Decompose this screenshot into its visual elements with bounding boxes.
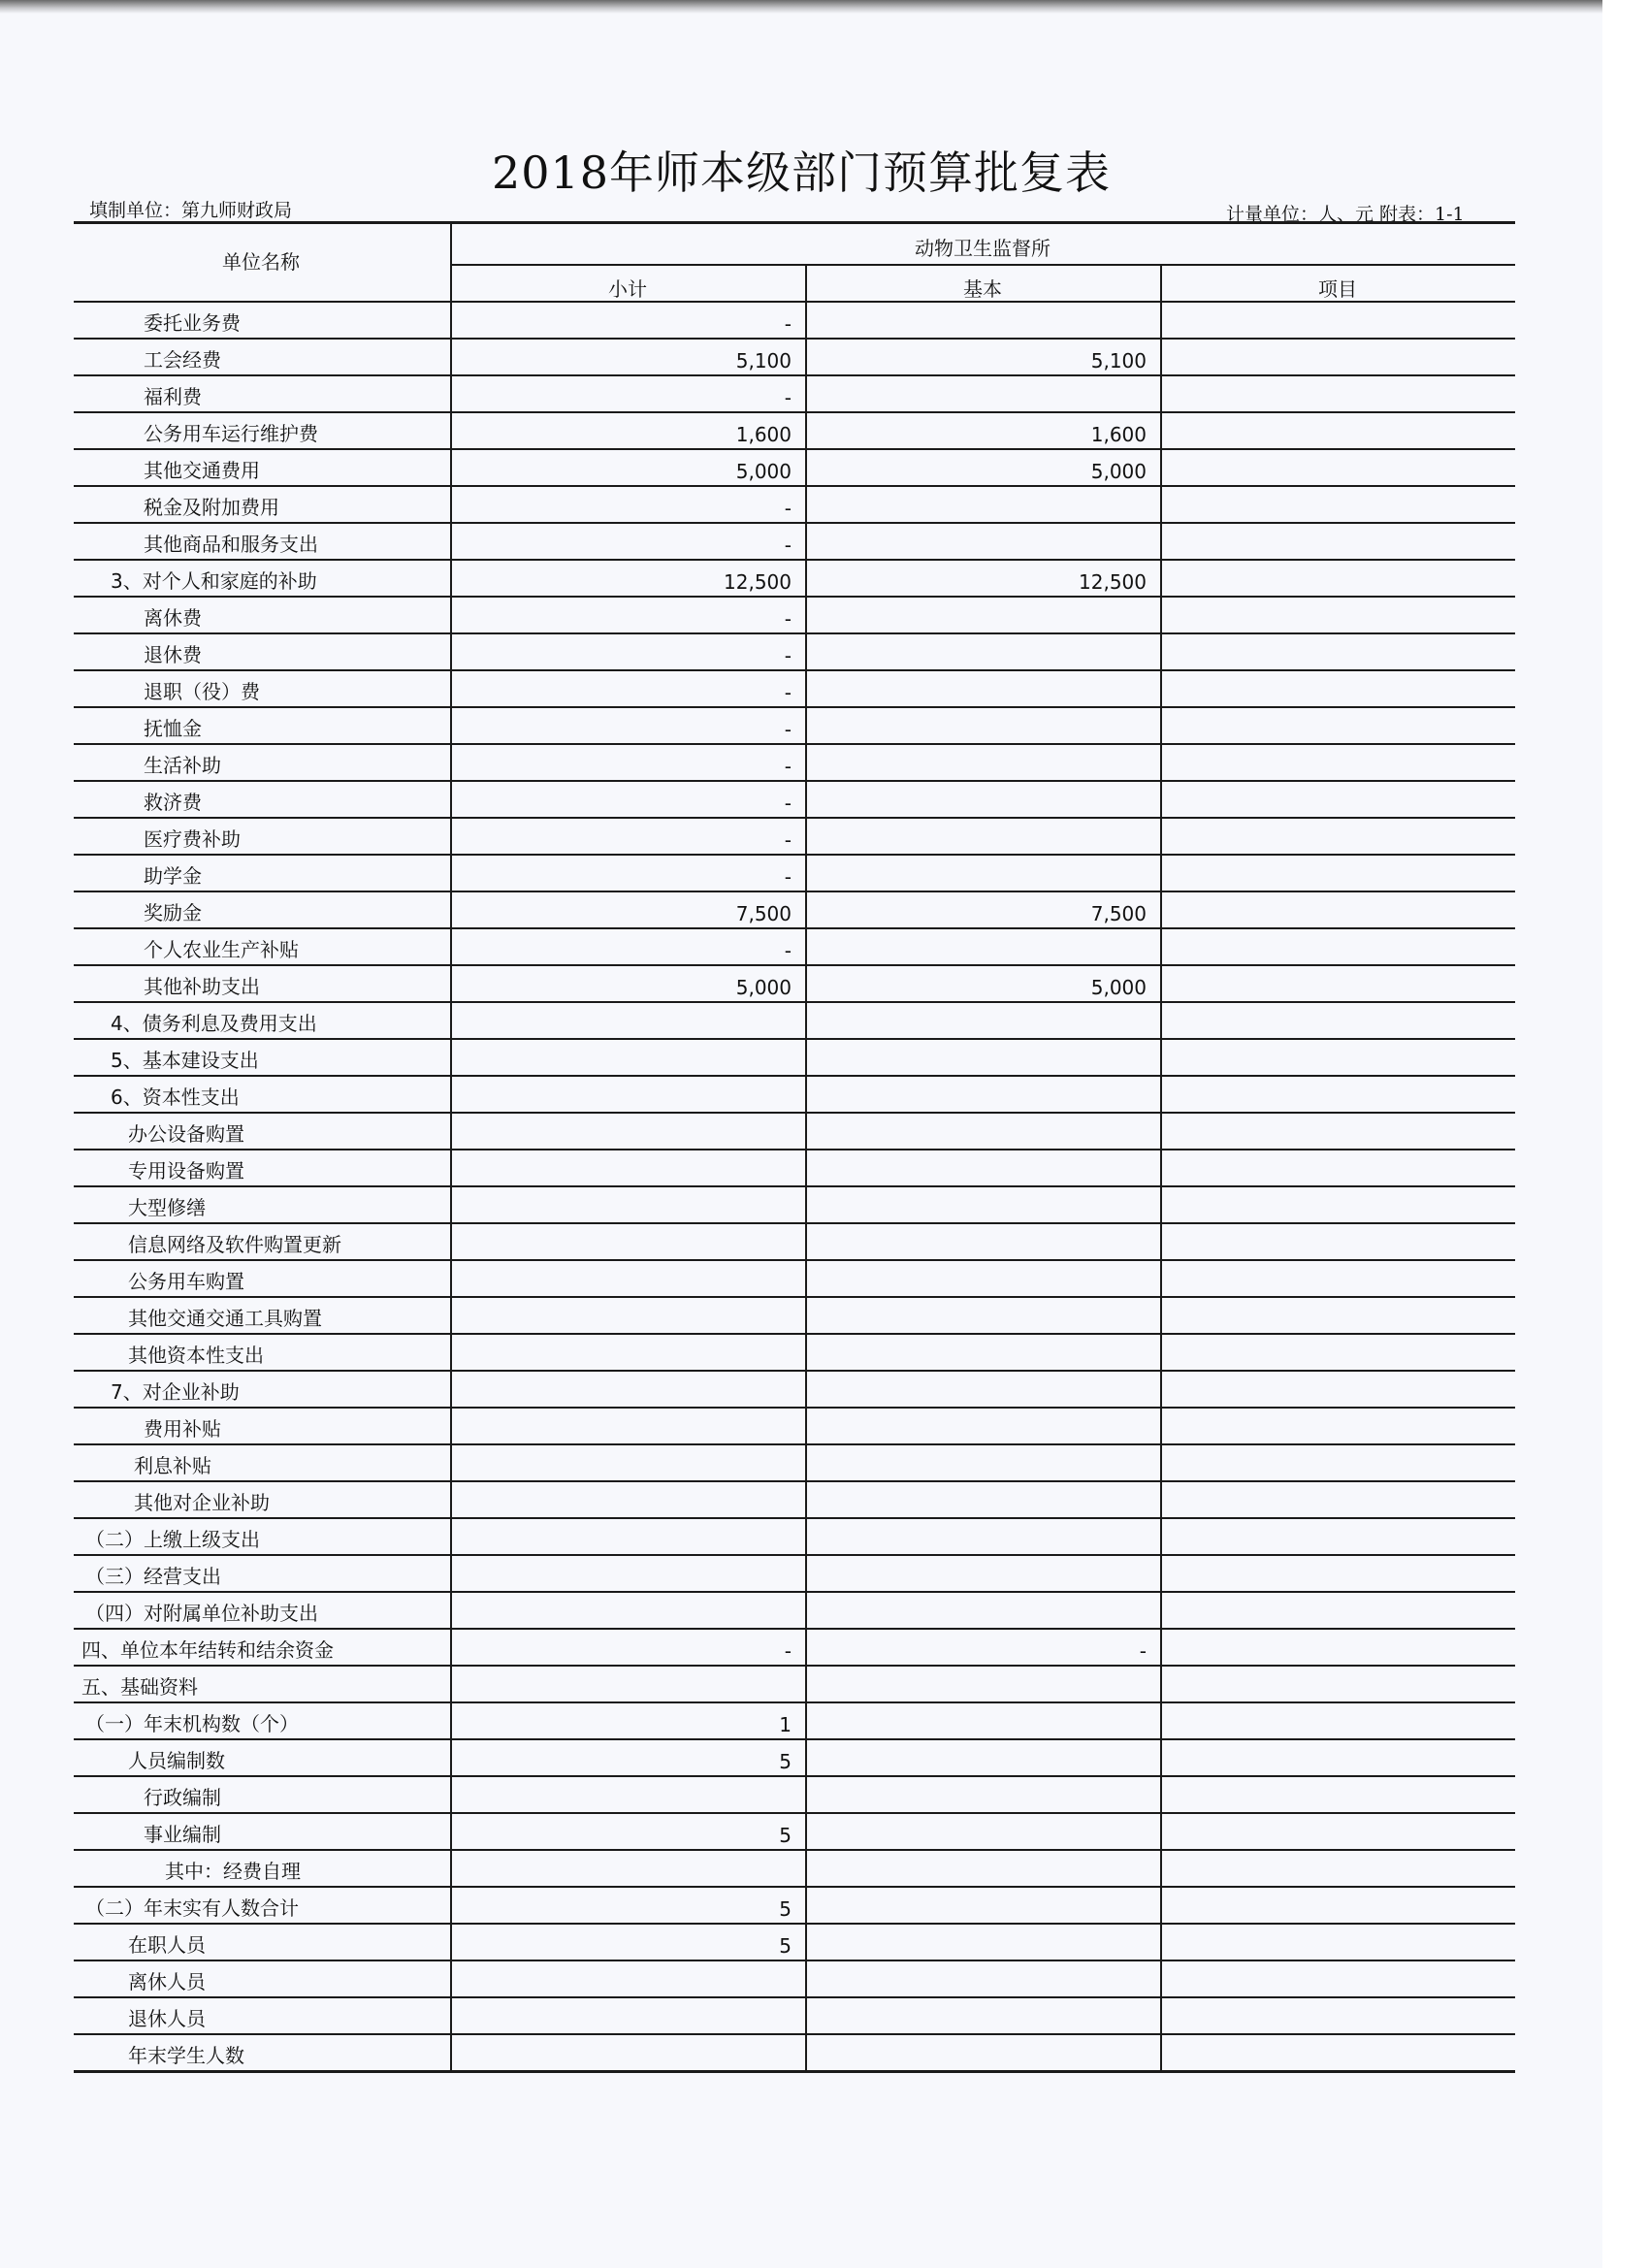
row-divider: [74, 1259, 1515, 1261]
cell-subtotal: 5,000: [735, 460, 792, 483]
cell-subtotal: -: [784, 792, 792, 815]
scan-shadow: [0, 0, 1602, 14]
row-divider: [74, 1443, 1515, 1445]
row-label: 退休费: [144, 643, 202, 666]
row-divider: [74, 1996, 1515, 1998]
row-label: 大型修缮: [128, 1196, 206, 1219]
cell-subtotal: -: [784, 828, 792, 852]
cell-subtotal: -: [784, 607, 792, 631]
row-label: 6、资本性支出: [111, 1085, 240, 1109]
row-divider: [74, 338, 1515, 340]
cell-subtotal: 12,500: [724, 570, 792, 594]
cell-basic: 5,000: [1090, 976, 1147, 999]
row-label: 办公设备购置: [128, 1122, 244, 1146]
row-label: 人员编制数: [128, 1749, 225, 1772]
row-divider: [74, 706, 1515, 708]
page-edge: [1602, 0, 1649, 2268]
column-divider: [1160, 264, 1162, 2070]
row-label: 委托业务费: [144, 311, 241, 335]
row-label: 离休费: [144, 606, 202, 630]
row-label: 公务用车购置: [128, 1270, 244, 1293]
cell-subtotal: -: [784, 1639, 792, 1663]
cell-basic: 12,500: [1079, 570, 1147, 594]
fill-unit-label: 填制单位：第九师财政局: [89, 200, 293, 221]
row-divider: [74, 1038, 1515, 1040]
row-divider: [74, 1812, 1515, 1814]
row-divider: [74, 1370, 1515, 1372]
row-divider: [74, 1112, 1515, 1114]
row-label: 3、对个人和家庭的补助: [111, 569, 317, 593]
row-divider: [74, 1554, 1515, 1556]
row-divider: [74, 1628, 1515, 1630]
row-divider: [74, 411, 1515, 413]
row-divider: [74, 817, 1515, 819]
cell-subtotal: -: [784, 681, 792, 704]
row-label: （四）对附属单位补助支出: [85, 1602, 318, 1625]
row-label: 救济费: [144, 791, 202, 814]
row-divider: [74, 780, 1515, 782]
row-divider: [74, 1849, 1515, 1851]
header-basic: 基本: [963, 277, 1002, 301]
row-divider: [74, 1886, 1515, 1888]
row-label: 年末学生人数: [128, 2044, 244, 2067]
row-label: 信息网络及软件购置更新: [128, 1233, 341, 1256]
row-divider: [74, 1665, 1515, 1667]
row-label: 助学金: [144, 864, 202, 888]
row-label: 其他对企业补助: [134, 1491, 270, 1514]
cell-subtotal: 1: [779, 1713, 792, 1736]
row-label: （一）年末机构数（个）: [85, 1712, 299, 1735]
cell-subtotal: 5: [779, 1934, 792, 1958]
row-label: 五、基础资料: [81, 1675, 198, 1699]
row-divider: [74, 522, 1515, 524]
row-label: 在职人员: [128, 1933, 206, 1957]
row-divider: [74, 669, 1515, 671]
row-label: 利息补贴: [134, 1454, 211, 1477]
row-divider: [74, 1296, 1515, 1298]
row-label: 税金及附加费用: [144, 496, 279, 519]
row-divider: [74, 374, 1515, 376]
row-divider: [74, 743, 1515, 745]
row-label: 退职（役）费: [144, 680, 260, 703]
row-divider: [74, 964, 1515, 966]
row-divider: [74, 1738, 1515, 1740]
row-divider: [74, 854, 1515, 856]
row-divider: [74, 1591, 1515, 1593]
cell-subtotal: -: [784, 312, 792, 336]
row-label: 其他商品和服务支出: [144, 533, 318, 556]
row-divider: [74, 632, 1515, 634]
row-label: 奖励金: [144, 901, 202, 924]
row-label: （二）年末实有人数合计: [85, 1896, 299, 1920]
table-top-border: [74, 221, 1515, 224]
row-label: 5、基本建设支出: [111, 1049, 259, 1072]
row-label: 7、对企业补助: [111, 1380, 240, 1404]
cell-subtotal: 5,100: [735, 349, 792, 373]
row-label: 医疗费补助: [144, 827, 241, 851]
row-label: 其他资本性支出: [128, 1344, 264, 1367]
row-label: 专用设备购置: [128, 1159, 244, 1183]
cell-subtotal: -: [784, 939, 792, 962]
row-divider: [74, 1517, 1515, 1519]
cell-subtotal: -: [784, 718, 792, 741]
row-label: 事业编制: [144, 1823, 221, 1846]
row-divider: [74, 927, 1515, 929]
row-divider: [74, 1701, 1515, 1703]
cell-basic: 5,100: [1090, 349, 1147, 373]
column-divider: [450, 221, 452, 2070]
cell-subtotal: -: [784, 865, 792, 889]
row-divider: [74, 1333, 1515, 1335]
row-divider: [74, 2070, 1515, 2073]
row-label: 其他补助支出: [144, 975, 260, 998]
row-divider: [74, 1923, 1515, 1925]
row-label: 个人农业生产补贴: [144, 938, 299, 961]
row-divider: [74, 1407, 1515, 1409]
column-divider: [805, 264, 807, 2070]
row-divider: [74, 1001, 1515, 1003]
row-divider: [74, 1775, 1515, 1777]
row-divider: [74, 485, 1515, 487]
row-divider: [74, 596, 1515, 598]
row-label: 四、单位本年结转和结余资金: [81, 1638, 334, 1662]
cell-subtotal: -: [784, 534, 792, 557]
cell-subtotal: -: [784, 755, 792, 778]
row-label: 其中：经费自理: [165, 1860, 301, 1883]
row-divider: [74, 1480, 1515, 1482]
cell-subtotal: -: [784, 386, 792, 409]
row-divider: [74, 1960, 1515, 1961]
row-label: 退休人员: [128, 2007, 206, 2030]
header-group: 动物卫生监督所: [915, 237, 1051, 260]
cell-subtotal: 5: [779, 1750, 792, 1773]
row-label: 4、债务利息及费用支出: [111, 1012, 317, 1035]
header-subtotal: 小计: [608, 277, 647, 301]
header-bottom-border: [74, 301, 1515, 303]
row-label: 公务用车运行维护费: [144, 422, 318, 445]
row-label: 费用补贴: [144, 1417, 221, 1441]
header-unit-name: 单位名称: [222, 250, 300, 274]
cell-subtotal: 5: [779, 1824, 792, 1847]
cell-basic: 1,600: [1090, 423, 1147, 446]
header-divider: [450, 264, 1515, 266]
cell-basic: -: [1139, 1639, 1147, 1663]
row-label: 抚恤金: [144, 717, 202, 740]
measure-unit-label: 计量单位：人、元 附表：1-1: [1226, 204, 1465, 225]
cell-subtotal: 5: [779, 1897, 792, 1921]
page-title: 2018年师本级部门预算批复表: [491, 146, 1112, 199]
row-divider: [74, 1149, 1515, 1150]
cell-basic: 5,000: [1090, 460, 1147, 483]
row-label: 福利费: [144, 385, 202, 408]
cell-subtotal: -: [784, 644, 792, 667]
row-label: 生活补助: [144, 754, 221, 777]
cell-subtotal: 5,000: [735, 976, 792, 999]
row-label: 工会经费: [144, 348, 221, 372]
cell-subtotal: -: [784, 497, 792, 520]
cell-subtotal: 7,500: [735, 902, 792, 925]
row-label: 行政编制: [144, 1786, 221, 1809]
row-label: 其他交通交通工具购置: [128, 1307, 322, 1330]
row-divider: [74, 559, 1515, 561]
row-label: 离休人员: [128, 1970, 206, 1993]
row-label: （三）经营支出: [85, 1565, 221, 1588]
header-project: 项目: [1318, 277, 1357, 301]
row-label: （二）上缴上级支出: [85, 1528, 260, 1551]
row-divider: [74, 1222, 1515, 1224]
cell-basic: 7,500: [1090, 902, 1147, 925]
row-divider: [74, 891, 1515, 892]
row-divider: [74, 448, 1515, 450]
cell-subtotal: 1,600: [735, 423, 792, 446]
row-divider: [74, 1185, 1515, 1187]
row-label: 其他交通费用: [144, 459, 260, 482]
row-divider: [74, 2033, 1515, 2035]
row-divider: [74, 1075, 1515, 1077]
